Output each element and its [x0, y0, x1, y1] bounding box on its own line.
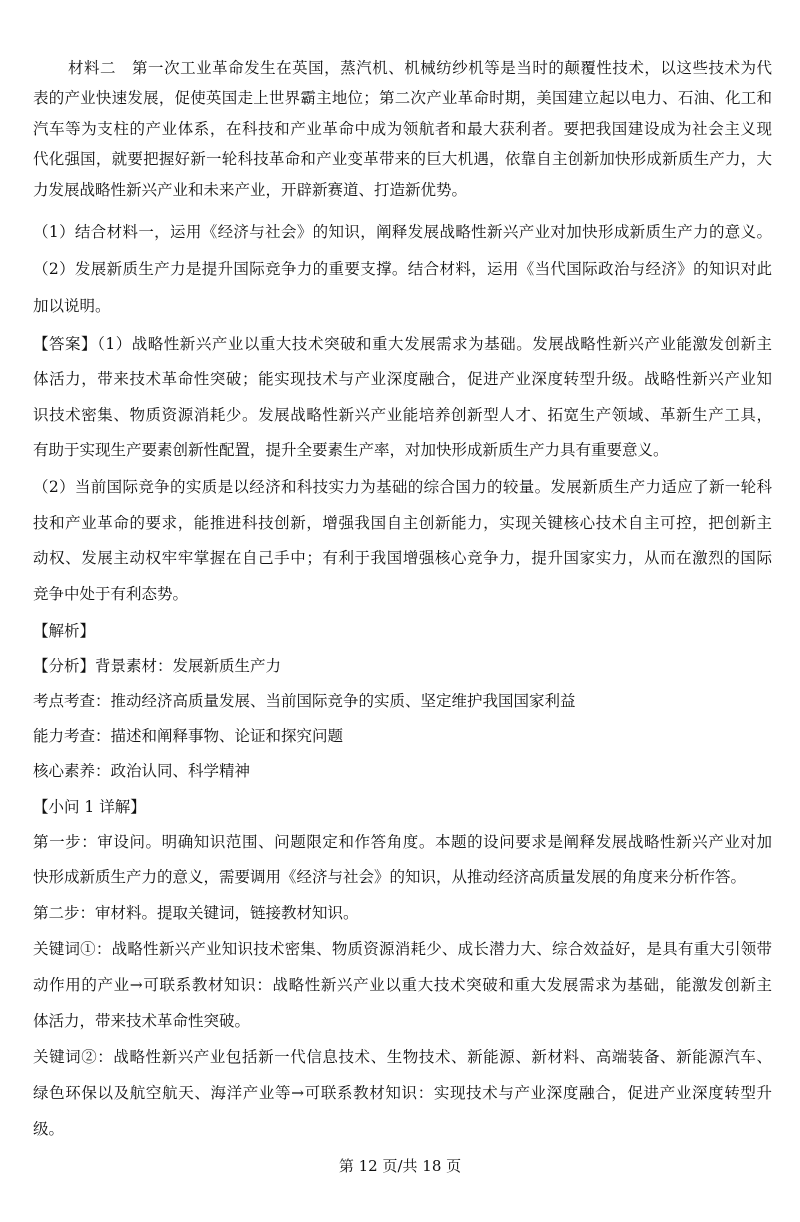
- analysis-line: 能力考查：描述和阐释事物、论证和探究问题: [33, 727, 344, 745]
- subquestion-heading: 【小问 1 详解】: [33, 798, 146, 816]
- answer-line: 有助于实现生产要素创新性配置，提升全要素生产率，对加快形成新质生产力具有重要意义。: [33, 441, 669, 459]
- answer-line: 竞争中处于有利态势。: [33, 585, 189, 603]
- keyword-line: 体活力，带来技术革命性突破。: [33, 1012, 251, 1030]
- answer-line: 动权、发展主动权牢牢掌握在自己手中；有利于我国增强核心竞争力，提升国家实力，从而在激烈的国际: [33, 549, 772, 567]
- answer-line: 识技术密集、物质资源消耗少。发展战略性新兴产业能培养创新型人才、拓宽生产领域、革新生产工具，: [33, 406, 772, 424]
- page-number: 第 12 页/共 18 页: [338, 1157, 462, 1175]
- analysis-heading: 【解析】: [33, 622, 96, 640]
- analysis-line: 核心素养：政治认同、科学精神: [33, 762, 251, 780]
- step-line: 第一步：审设问。明确知识范围、问题限定和作答角度。本题的设问要求是阐释发展战略性新兴产业对加: [33, 833, 772, 851]
- question-2: （2）发展新质生产力是提升国际竞争力的重要支撑。结合材料，运用《当代国际政治与经济》的知识对此: [33, 260, 772, 278]
- step-2: 第二步：审材料。提取关键词，链接教材知识。: [33, 904, 359, 922]
- analysis-line: 考点考查：推动经济高质量发展、当前国际竞争的实质、坚定维护我国国家利益: [33, 692, 576, 710]
- keyword-line: 绿色环保以及航空航天、海洋产业等→可联系教材知识：实现技术与产业深度融合，促进产业深度转型升: [33, 1084, 772, 1102]
- keyword-line: 动作用的产业→可联系教材知识：战略性新兴产业以重大技术突破和重大发展需求为基础，能激发创新主: [33, 976, 772, 994]
- material-line: 代化强国，就要把握好新一轮科技革命和产业变革带来的巨大机遇，依靠自主创新加快形成新质生产力，大: [33, 150, 772, 168]
- answer-line: 体活力，带来技术革命性突破；能实现技术与产业深度融合，促进产业深度转型升级。战略性新兴产业知: [33, 370, 772, 388]
- answer-line: （2）当前国际竞争的实质是以经济和科技实力为基础的综合国力的较量。发展新质生产力适应了新一轮科: [33, 478, 772, 496]
- material-line: 汽车等为支柱的产业体系，在科技和产业革命中成为领航者和最大获利者。要把我国建设成为社会主义现: [33, 120, 772, 138]
- material-line: 表的产业快速发展，促使英国走上世界霸主地位；第二次产业革命时期，美国建立起以电力、石油、化工和: [33, 89, 772, 107]
- material-line: 材料二 第一次工业革命发生在英国，蒸汽机、机械纺纱机等是当时的颠覆性技术，以这些技术为代: [68, 59, 772, 77]
- keyword-line: 级。: [33, 1120, 65, 1138]
- question-2-cont: 加以说明。: [33, 297, 111, 315]
- question-1: （1）结合材料一，运用《经济与社会》的知识，阐释发展战略性新兴产业对加快形成新质生产力的意义。: [33, 223, 772, 241]
- answer-line: 【答案】（1）战略性新兴产业以重大技术突破和重大发展需求为基础。发展战略性新兴产业能激发创新主: [33, 335, 772, 353]
- material-line: 力发展战略性新兴产业和未来产业，开辟新赛道、打造新优势。: [33, 181, 468, 199]
- answer-line: 技和产业革命的要求，能推进科技创新，增强我国自主创新能力，实现关键核心技术自主可控，把创新主: [33, 514, 772, 532]
- analysis-line: 【分析】背景素材：发展新质生产力: [33, 657, 282, 675]
- keyword-line: 关键词①：战略性新兴产业知识技术密集、物质资源消耗少、成长潜力大、综合效益好，是具有重大引领带: [33, 940, 772, 958]
- step-line: 快形成新质生产力的意义，需要调用《经济与社会》的知识，从推动经济高质量发展的角度来分析作答。: [33, 868, 747, 886]
- keyword-line: 关键词②：战略性新兴产业包括新一代信息技术、生物技术、新能源、新材料、高端装备、新能源汽车、: [33, 1048, 772, 1066]
